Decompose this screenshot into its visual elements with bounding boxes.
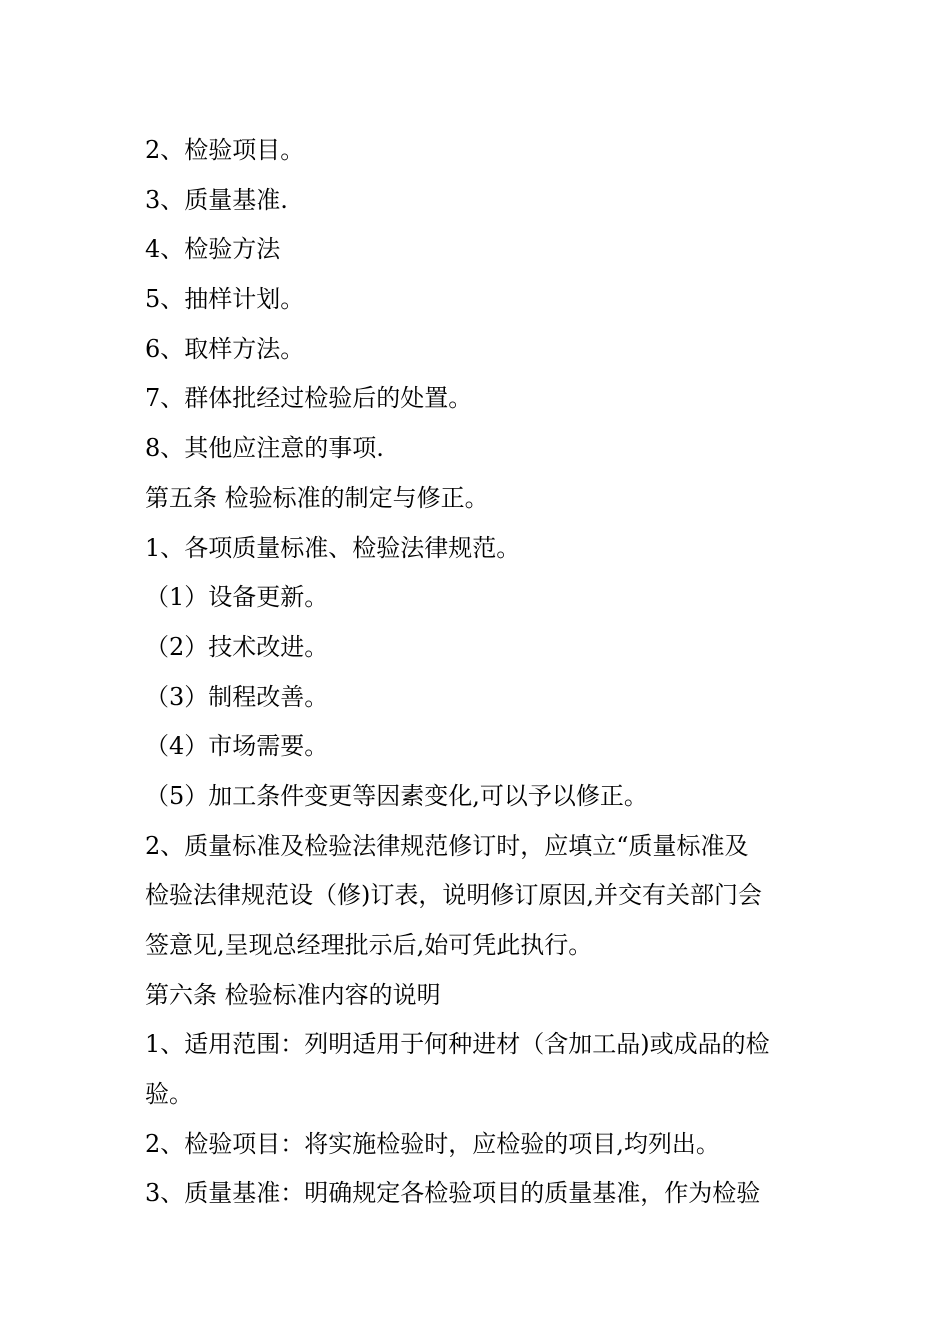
text-line: 3、质量基准. bbox=[145, 185, 288, 214]
text-line: 签意见,呈现总经理批示后,始可凭此执行。 bbox=[145, 931, 593, 959]
text-line: （1）设备更新。 bbox=[145, 583, 329, 612]
text-line: 7、群体批经过检验后的处置。 bbox=[145, 384, 473, 413]
text-line: 验。 bbox=[145, 1080, 193, 1109]
text-line: （2）技术改进。 bbox=[145, 632, 329, 661]
text-line: 检验法律规范设（修)订表，说明修订原因,并交有关部门会 bbox=[145, 881, 762, 910]
text-line: 5、抽样计划。 bbox=[145, 285, 305, 314]
text-line: 2、检验项目：将实施检验时，应检验的项目,均列出。 bbox=[145, 1129, 720, 1158]
text-line: 4、检验方法 bbox=[145, 235, 281, 264]
text-line: 1、适用范围：列明适用于何种进材（含加工品)或成品的检 bbox=[145, 1030, 770, 1059]
document-body bbox=[145, 126, 810, 1219]
text-line: （5）加工条件变更等因素变化,可以予以修正。 bbox=[145, 781, 648, 810]
text-line: 3、质量基准：明确规定各检验项目的质量基准，作为检验 bbox=[145, 1179, 761, 1208]
text-line: 8、其他应注意的事项. bbox=[145, 434, 384, 463]
section-heading: 第五条 检验标准的制定与修正。 bbox=[145, 483, 489, 512]
text-line: （4）市场需要。 bbox=[145, 732, 329, 761]
text-line: （3）制程改善。 bbox=[145, 682, 329, 711]
section-heading: 第六条 检验标准内容的说明 bbox=[145, 980, 441, 1009]
text-line: 1、各项质量标准、检验法律规范。 bbox=[145, 533, 521, 562]
text-line: 6、取样方法。 bbox=[145, 334, 305, 363]
text-line: 2、检验项目。 bbox=[145, 136, 305, 164]
text-line: 2、质量标准及检验法律规范修订时，应填立“质量标准及 bbox=[145, 831, 749, 860]
